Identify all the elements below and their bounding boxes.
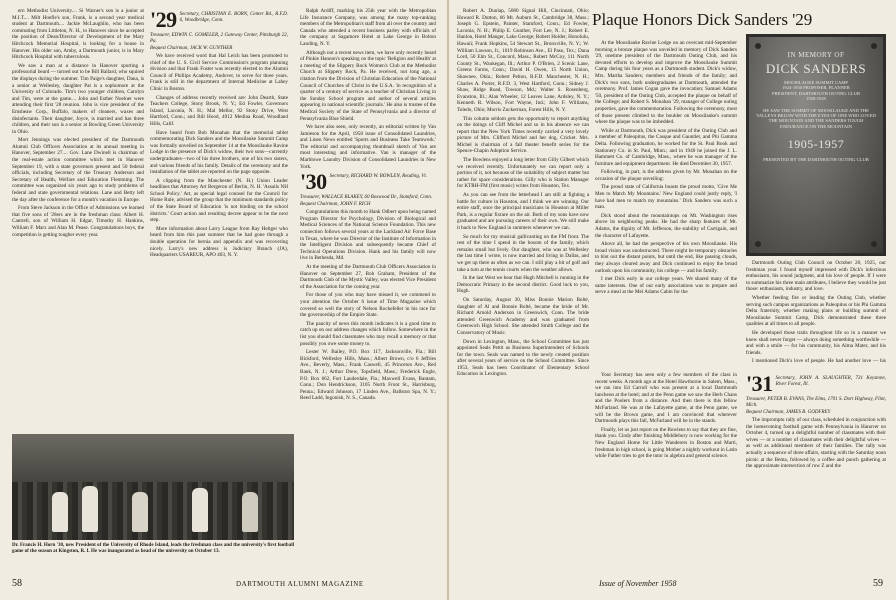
class-31-column: [746, 372, 886, 572]
photo-caption: Dr. Francis H. Horn '30, new President of the University of Rhode Island, leads the freshman class and the university's first football game of the season at Kingston, R. I. He was inaugurated as head of the university on October 13.: [12, 543, 294, 554]
paragraph: Lester W. Bailey, P.O. Box 117, Jacksonville, Fla.; Bill Bickford, Wellesley Hills, Mass.; Albert Brown, c/o 6 Jeffries Ave., Beverly, Mass.; Frank Caswell, 45 Princeton Ave., Red Bank, N. J.; Arthur Drew, Topsfield, Mass.; Frederick Engle, P.O. Box 662, Fort Lauderdale, Fla.; Maxwell Evans, Bantam, Conn.; Don Hendrickson, 3105 North Front St., Harrisburg, Penna.; Edward Johnson, 17 Linden Ave., Ballston Spa, N. Y.; Reed Ladd, Ingonish, N. S., Canada.: [300, 349, 436, 402]
article-column-continued: [746, 260, 886, 365]
paragraph: I mentioned Dick's love of people. He had another love — his: [752, 358, 886, 365]
player-figure: [242, 492, 258, 532]
magazine-name: DARTMOUTH ALUMNI MAGAZINE: [236, 580, 364, 588]
paragraph: Although not a recent news item, we have only recently heard of Pinkie Hannon's speaking on the topic 'Religion and Health' at a meeting of the Slippery Rock Women's Club at the Methodist Church at Slippery Rock, Pa. He received, not long ago, a citation from the Division of Christian Education of the National Council of Churches of Christ in the U.S.A. 'in recognition of a quarter of a century of service as a teacher of Christian Living in the Sunday School program and author of several articles appearing in national scientific journals.' He also is trustee of the Medical Society of the State of Pennsylvania and a director of Pennsylvania Blue Shield.: [300, 49, 436, 122]
player-figure: [82, 486, 98, 532]
class-heading: [300, 169, 436, 195]
paragraph: This column seldom gets the opportunity to report anything on the doings of Cliff Michel and so in his absence we can report that the New York Times recently carried a very lovely picture of Mrs. Clifford Michel and her dog, Cricket. Mrs. Michel is chairman of a fall theater benefit series for the Spence-Chapin Adoption Service.: [457, 115, 589, 155]
paragraph: He developed those traits throughout life so in a manner we knew shall never forget — always doing something worthwhile — and with a smile — for his community, his Alma Mater, and his friends.: [746, 329, 886, 356]
paragraph: Have heard from Bob Monahan that the memorial tablet commemorating Dick Sanders and the Moosilauke Summit Camp was formally unveiled on September 14 at the Moosilauke Ravine Lodge in the presence of Dick's widow, their two sons—currently undergraduates—two of his three brothers, one of his two sisters, and various friends of his family. Details of the ceremony and the installation of the tablet are reported on the page opposite.: [150, 129, 288, 176]
plaque-line: 1924-1930 PROPOSER, PLANNER: [782, 85, 850, 91]
paragraph: Mort Jennings was elected president of the Dartmouth Alumni Club Officers Association at its annual meeting in Hanover, September 27.... Gov. Lane Dwinell is chairman of the real-estate action committee which met in Hanover September 19, with a state governors present and 50 federal officials, including Secretary of the Treasury Anderson and Secretary of Health, Welfare and Education Flemming. The committee was organized six years ago to study problems of federal and state governmental relations. Lane and Betty left the day after the conference for a month's vacation in Europe.: [12, 137, 144, 203]
paragraph: We have also seen, only recently, an editorial written by Van Jamieson for the April, 1958 issue of Consolidated Laundries, and Linen News entitled 'Sports and Business Take Teamwork.' The editorial and accompanying thumbnail sketch of Van are most interesting and informative. Van is manager of the Marblowe Laundry Division of Consolidated Laundries in New York.: [300, 124, 436, 170]
class-treasurer: Treasurer, EDWIN C. GOMELER, 2 Gateway Center, Pittsburgh 22, Pa.: [150, 33, 288, 44]
paragraph: ern Methodist University.... Si Warner's son is a junior at M.I.T.... Milt Hoefle's son, Frank, is a second year medical student at Dartmouth.... Jackie McLaughlin, who has been commuting from Littleton, N. H., to Hanover since he accepted the position of Dean/Director of Development of the Mary Hitchcock Memorial Hospital, is looking for a house in Hanover. His older son, Amby, a Dartmouth junior, is in Mary Hitchcock Hospital with tuberculosis.: [12, 8, 144, 61]
plaque-line: 1928-1929: [806, 96, 826, 102]
plaque-bolt: [871, 43, 877, 49]
plaque-line: MOOSILAUKE SUMMIT CAMP: [784, 80, 848, 85]
paragraph: More information about Larry League from Ray Heltger who heard from him this past summer that he had gone through a double operation for hernia and appendix and was recovering nicely. Larry's new address is Judiciary Branch (JA), Headquarters USAREUR, APO 403, N. Y.: [150, 225, 288, 259]
left-page: [0, 0, 447, 600]
class-secretary: Secretary, CHRISTIAN E. BORN, Center Rd., R.F.D. 6, Woodbridge, Conn.: [179, 12, 288, 23]
class-secretary: Secretary, RICHARD W. BOWLEN, Reading, Vt.: [329, 174, 428, 180]
paragraph: While at Dartmouth, Dick was president of the Outing Club and a member of Paleopitus, the Casque and Gauntlet, and Phi Gamma Delta. Following graduation, he worked for the St. Paul Book and Stationery Co. in St. Paul, Minn.; and in 1940 he joined the J. L. Hammett Co. of Cambridge, Mass., where he was manager of the furniture and equipment department. He died December 30, 1957.: [595, 127, 737, 167]
paragraph: Down in Lexington, Mass., the School Committee has just appointed Seals Pettit as Business Superintendent of Schools for the town. Seals was named to the newly created position after several years of service on the School Committee. Since 1953, Seals has been Coordinator of Elementary School Education in Lexington.: [457, 338, 589, 378]
player-figure: [192, 488, 208, 532]
plaque-bolt: [755, 241, 761, 247]
left-column-1: [12, 8, 144, 431]
paragraph: Above all, he had the perspective of his own Moosilauke. His broad vision was unobstructed. There might be temporary obstacles to blot out the distant points, but until the end, like passing clouds, they always cleared away and Dick continued to enjoy the broad outlook upon his community, his college — and his family.: [595, 241, 737, 274]
plaque-line: PRESENTED BY THE DARTMOUTH OUTING CLUB: [763, 157, 869, 163]
paragraph: From Steve Jackson in the Office of Admissions we learned that five sons of '28ers are in the freshman class: Albert H. Cantrell, son of William H. Edgar, Timothy H. Hankins, William F. Marx and Alan M. Pease. Congratulations boys, the competition is getting tougher every year.: [12, 205, 144, 238]
right-column-1: [457, 8, 589, 570]
paragraph: Your Secretary has seen only a few members of the class in recent weeks. A month ago at the Hotel Hawthorne in Salem, Mass., we ran into Ed Carroll who was present at a local Dartmouth luncheon at the hotel; and at the Penn game we saw the Herb Chans and the Poolers from a distance. And then there is this fellow McFarland. He was at the Lafayette game, at the Penn game, we will be the Brown game, and I am convinced that wherever Dartmouth plays this fall, McFarland will be in the stands.: [595, 372, 737, 425]
page-number: 58: [12, 578, 22, 589]
paragraph: The impromptu rally of our class, scheduled in conjunction with the homecoming football game with Pennsylvania in Hanover on October 4, turned up a delightful number of classmates with their wives — or a number of classmates with their delightful wives — as well as additional members of their families. The rally was actually a sequence of three affairs, starting with the Saturday noon picnic at the Bema, followed by a coffee and punch gathering at the approximate intersection of row Z and the: [746, 417, 886, 470]
player-figure: [132, 492, 148, 532]
paragraph: A clipping from the Manchester (N. H.) Union Leader headlines that Attorney Art Bergeron of Berlin, N. H. 'Assails NH School Policy.' Art, as special legal counsel for the Council for Home Rule, advised the group that the minimum standards policy of the State Board of Education 'is not binding on the school districts.' Court action and resulting decree appear to be the next step.: [150, 177, 288, 224]
paragraph: Congratulations this month to Hank Odbert upon being named Program Director for Psychology, Division of Biological and Medical Sciences of the National Science Foundation. This new connection follows several years at the Lackland Air Force Base in Texas, where he was Director of the Institute of Information in the Intelligent Division and subsequently became Chief of Technical Operations Division. Hank and his family will now live in Bethesda, Md.: [300, 209, 436, 262]
paragraph: We saw a man at a distance in Hanover sporting a professorial beard — turned out to be Bill Ballard, who squired the displays during the summer. Tim Paige's daughter, Dana, is a senior at Wellesley, daughter Pat is a sophomore at the University of Colorado. Tim's two younger children, Carolyn and Tim, were at the game.... John and Esther Noelner were attending their first '28 reunion. John is vice president of the Emsheaw Corp., Buffalo, makers of cleaners, waxes and disinfectants. Their daughter, Joyce, is married and has three children, and their son is a senior at Bowling Green University in Ohio.: [12, 62, 144, 135]
paragraph: At the meeting of the Dartmouth Club Officers Association in Hanover on September 27, Bob Graham, President of the Dartmouth Club of the Mystic Valley, was elected Vice President of the Association for the coming year.: [300, 264, 436, 290]
article-column: [595, 40, 737, 358]
paragraph: Whether feeding fire or leading the Outing Club, whether serving such campus organizations as Paleopitus or his Phi Gamma Delta fraternity, whether making plans or building summit of Moosilauke Summit Camp, Dick demonstrated these three qualities at all times to all people.: [746, 294, 886, 328]
paragraph: So much for my musical gallivanting on the FM front. The rest of the time I spend in the bosom of the family, which remains small but lively. Our daughter, who was at Wellesley the last time I wrote, is now married and living in Dallas, and we get up there as often as we can. I still play a bit of golf and take a turn at the tennis courts when the weather allows.: [457, 233, 589, 273]
left-column-2: [150, 8, 288, 428]
bequest-chairman: Bequest Chairman, JAMES B. GODFREY: [746, 410, 831, 415]
plaque-line: PRESIDENT, DARTMOUTH OUTING CLUB: [772, 90, 860, 96]
bequest-chairman: Bequest Chairman, JOHN F. RICH: [300, 202, 371, 208]
paragraph: Changes of address recently received are: John Dearth, State Teachers College, Stony Brook, N. Y.; Ed Fowler, Governors Island, Laconia, N. H.; Mal Mellor, 92 Stony Drive, West Hartford, Conn.; and Bill Hood, 4912 Medina Road, Woodland Hills, Calif.: [150, 94, 288, 127]
paragraph: Finally, let us just report on the Bowlens to say that they are fine, thank you. Cindy after finishing Middlebury is now working for the New England Home for Little Wanderers in Boston and Marti, freshman in high school, is going Mother a nightly workout in Latin while Father tries to get the tutor in algebra and general science.: [595, 426, 737, 460]
paragraph: At the Moosilauke Ravine Lodge on an overcast mid-September morning a bronze plaque was unveiled in memory of Dick Sanders '29, onetime president of the Dartmouth Outing Club, and his devoted efforts to develop and improve the Moosilauke Summit Camp during his four years as a Dartmouth student. Dick's widow, Mrs. Martha Sanders; members and friends of the family; and Dick's two sons, both undergraduates at Dartmouth, attended the ceremony. Prof. James Cogan gave the invocation; Samuel Adams '50, president of the Outing Club, accepted the plaque on behalf of the College; and Robert S. Monahan '29, manager of College outing properties, gave the commemoration. Following the ceremony, most of those present climbed to the boulder on Moosilauke's summit where the plaque was to be imbedded.: [595, 40, 737, 126]
player-figure: [52, 492, 68, 532]
class-heading: [150, 10, 288, 30]
class-heading: [746, 374, 886, 394]
paragraph: On Saturday, August 30, Miss Bonnie Marion Bolté, daughter of Al and Bonnie Bolté, became the bride of Mr. Richard Arnold Anderson in Greenwich, Conn. The bride attended Greenwich Academy and was graduated from Greenwich High School. She attended Smith College and the Conservatory of Music.: [457, 296, 589, 336]
paragraph: We have received word that Hal Leich has been promoted to chief of the U. S. Civil Service Commission's program planning division and that Frank Foster was recently elected to the Alumni Council of Phillips Academy, Andover, to serve for three years. Frank is still in the department of Internal Medicine at Lahey Clinic in Boston.: [150, 53, 288, 92]
paragraph: Dick stood about the mountaintops on Mt. Washington rises above its neighboring peaks. He had the sharp features of Mt. Adams, the dignity of Mt. Jefferson, the stability of Carrigain, and the character of Lafayette.: [595, 212, 737, 239]
right-page: [449, 0, 896, 600]
paragraph: The Bowlens enjoyed a long letter from Gilly Gilbert which we received recently. Unfortunately we can report only a portion of it, not because of the suitability of subject matter but rather for space considerations. Gilly who is Station Manager for KTRH-FM (first music) writes from Houston, Tex.: [457, 157, 589, 190]
class-year: '31: [746, 372, 773, 396]
class-secretary: Secretary, JOHN A. SLAUGHTER, 731 Keystone, River Forest, Ill.: [775, 376, 886, 387]
plaque-inscription: HE SAW THE SUMMIT OF MOOSILAUKE AND THE VALLEYS BELOW WITH THE EYES OF ONE WHO LOVED THE MOUNTAIN AND THE SANDERS TOUGH ENDURANCE ON THE MOUNTAIN: [756, 107, 876, 129]
paragraph: For those of you who may have missed it, we commend to your attention the October 6 issue of Time Magazine which covered so well the story of Nelson Rockefeller in his race for the governorship of the Empire State.: [300, 292, 436, 319]
paragraph: The paucity of news this month indicates it is a good time to catch up on our address changes which follow. Somewhere in the list you should find classmates who may recall a memory or that possibly you owe some money to.: [300, 320, 436, 347]
class-notes-column: [595, 372, 737, 572]
issue-date: Issue of November 1958: [599, 579, 677, 588]
paragraph: In the last West we hear that Hugh Mitchell is running in the Democratic Primary in the second district. Good luck to you, Hugh.: [457, 275, 589, 295]
bequest-chairman: Bequest Chairman, JACK W. GUNTHER: [150, 46, 233, 51]
plaque-years: 1905-1957: [787, 137, 845, 152]
paragraph: Following, in part, is the address given by Mr. Monahan on the occasion of the plaque unveiling:: [595, 169, 737, 182]
plaque-bolt: [871, 241, 877, 247]
article-title: Plaque Honors Dick Sanders '29: [592, 10, 813, 29]
page-number: 59: [873, 578, 883, 589]
paragraph: Dartmouth Outing Club Council on October 20, 1925, our freshman year. I found myself impressed with Dick's infectious enthusiasm, his sound judgment, and his love of people. If I were to summarize his three main attributes, I believe they would be just those: enthusiasm, industry, and love.: [746, 260, 886, 293]
plaque-line: IN MEMORY OF: [787, 51, 845, 59]
paragraph: Ralph Ardiff, marking his 25th year with the Metropolitan Life Insurance Company, was among the many top-ranking members of the Metropolitan's staff from all over the country and Canada who attended a recent business parley with officials of the company at Sagamore Hotel at Lake George in Bolton Landing, N. Y.: [300, 8, 436, 47]
class-year: '29: [150, 8, 177, 32]
class-treasurer: Treasurer, WALLACE BLAKEY, 60 Boxwood Dr., Stamford, Conn.: [300, 195, 433, 201]
paragraph: The proud state of California boasts the proud motto, 'Give Me Men to Match My Mountains.' New England could justly reply, 'I have had men to match my mountains.' Dick Sanders was such a man.: [595, 184, 737, 211]
plaque-name: DICK SANDERS: [765, 61, 867, 76]
plaque-bolt: [755, 43, 761, 49]
memorial-plaque: [746, 34, 886, 256]
paragraph: As you can see from the letterhead I am still at fighting a battle for culture in Houston, and I think we are winning. Our entire staff, once the principal musicians in Houston at Miller Park, is a regular fixture on the air. Both of my sons have now graduated and are pursuing careers of their own. We still make it back to New England in summers whenever we can.: [457, 192, 589, 231]
football-photo: [12, 434, 294, 540]
left-column-3: [300, 8, 436, 568]
class-year: '30: [300, 169, 327, 195]
class-treasurer: Treasurer, PETER B. EVANS, The Elms, 1701 S. Dort Highway, Flint, Mich.: [746, 397, 886, 408]
paragraph: Robert A. Dunlap, 5080 Signal Hill, Cincinnati, Ohio; Howard R. Dutton, 66 Mt. Auburn St., Cambridge 38, Mass.; Joseph G. Epstein, Painter, Stamford, Conn.; Ed Fowler, Laconia, N. H.; Philip E. Gunther, Fort Lee, N. J.; Robert E. Hanlon, Hotel Manger, Lake George; Robert Holder, Honolulu, Hawaii; Frank Hopkins, 54 Stewart St., Bronxville, N. Y.; W. William Lawson, Jr., 1019 Robinson Ave., El Paso, Tex.; Dana Lord, 50 Elm St., Concord, Mass.; Robert McCoy, 111 North County St., Waukegan, Ill.; Arthur P. O'Brien, 2 Scenic Lane, Greens Farms, Conn.; David H. Owen, 15 North Union, Shawnee, Okla.; Robert Pelton, R.F.D. Manchester, N. H.; Charles A. Porter, R.F.D. 3, West Hartford, Conn.; Sidney J. Shaw, Ridge Road, Towson, Md.; Walter S. Rosenberg, Evanston, Ill.; Alan Wheeler, 12 Leaves Lane, Ardsley, N. Y.; Kenneth R. Wilson, Fort Wayne, Ind.; John F. Williams, Toledo, Ohio; Morris Zuckerman, Forest Hills, N. Y.: [457, 8, 589, 113]
paragraph: I met Dick early in our college years. We shared many of the same interests. One of our early associations was to prepare and serve a meal at the Mel Adams Cabin for the: [595, 276, 737, 296]
